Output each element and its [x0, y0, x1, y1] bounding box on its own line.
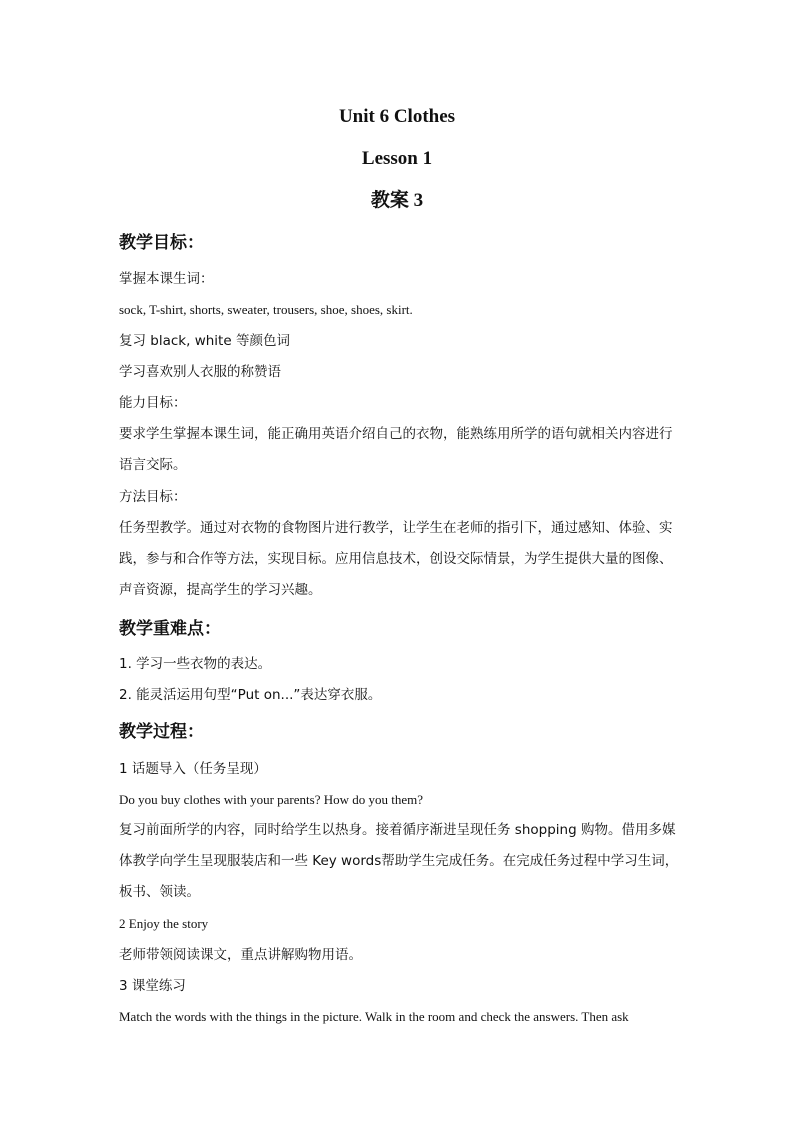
- unit-title: Unit 6 Clothes: [338, 106, 456, 127]
- method-label: 方法目标：: [119, 489, 187, 505]
- lesson-title: Lesson 1: [361, 148, 433, 169]
- ability-label: 能力目标：: [119, 395, 187, 411]
- vocab-list: sock, T-shirt, shorts, sweater, trousers, shoe, shoes, skirt.: [119, 302, 413, 317]
- praise-expressions: 学习喜欢别人衣服的称赞语: [119, 364, 281, 380]
- objectives-heading: 教学目标：: [119, 233, 204, 253]
- review-colors: 复习 black, white 等颜色词: [119, 333, 290, 349]
- step1-text: 复习前面所学的内容，同时给学生以热身。接着循序渐进呈现任务 shopping 购物。借用多媒体教学向学生呈现服装店和一些 Key words帮助学生完成任务。在完成任务过程中学习生词，板书、领读。: [119, 822, 679, 900]
- step2-title: 2 Enjoy the story: [119, 916, 209, 931]
- step2-text: 老师带领阅读课文，重点讲解购物用语。: [119, 947, 362, 963]
- step3-text: Match the words with the things in the picture. Walk in the room and check the answers. Then ask: [119, 1009, 629, 1024]
- key-point-1: 1. 学习一些衣物的表达。: [119, 656, 272, 672]
- process-heading: 教学过程：: [119, 722, 204, 742]
- method-text: 任务型教学。通过对衣物的食物图片进行教学，让学生在老师的指引下，通过感知、体验、实践，参与和合作等方法，实现目标。应用信息技术，创设交际情景，为学生提供大量的图像、声音资源，提高学生的学习兴趣。: [119, 520, 673, 598]
- ability-text: 要求学生掌握本课生词，能正确用英语介绍自己的衣物，能熟练用所学的语句就相关内容进行语言交际。: [119, 426, 673, 473]
- vocab-label: 掌握本课生词：: [119, 271, 214, 287]
- step1-question: Do you buy clothes with your parents? How do you them?: [119, 792, 424, 807]
- key-points-heading: 教学重难点：: [119, 619, 221, 639]
- plan-title: 教案 3: [370, 190, 424, 211]
- step1-title: 1 话题导入（任务呈现）: [119, 761, 267, 777]
- key-point-2: 2. 能灵活运用句型“Put on...”表达穿衣服。: [119, 687, 382, 703]
- step3-title: 3 课堂练习: [119, 978, 186, 994]
